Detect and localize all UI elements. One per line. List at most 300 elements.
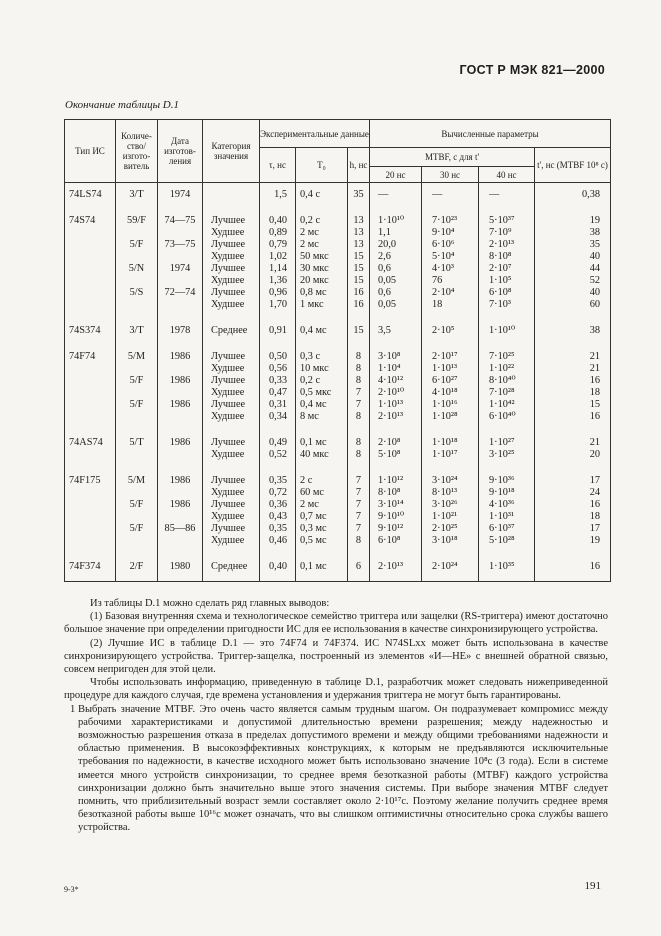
table-row [65, 287, 611, 299]
cell-tau: 0,49 [260, 431, 296, 449]
cell-qty: 5/F [116, 499, 158, 511]
cell-v40: 1·10⁴² [479, 399, 535, 411]
cell-v40: 7·10⁹ [479, 227, 535, 239]
col-header-calculated: Вычисленные параметры [370, 120, 611, 148]
cell-type: 74AS74 [65, 431, 116, 449]
cell-h: 15 [348, 251, 370, 263]
cell-v20: 2·10¹⁰ [370, 387, 422, 399]
cell-v30: 1·10¹⁶ [422, 399, 479, 411]
cell-date: 85—86 [158, 523, 203, 535]
cell-r: 15 [535, 399, 611, 411]
cell-cat: Лучшее [203, 287, 260, 299]
col-header-qty: Количество/ изготовитель [116, 120, 158, 183]
cell-qty: 5/S [116, 287, 158, 299]
cell-r: 21 [535, 363, 611, 375]
cell-v30: — [422, 183, 479, 210]
cell-tau: 1,14 [260, 263, 296, 275]
cell-h: 16 [348, 287, 370, 299]
cell-tau: 0,46 [260, 535, 296, 555]
cell-v20: 0,6 [370, 287, 422, 299]
cell-v40: 9·10¹⁸ [479, 487, 535, 499]
cell-v30: 2·10¹⁷ [422, 345, 479, 363]
cell-v20: 2·10¹³ [370, 555, 422, 582]
cell-v20: 4·10¹² [370, 375, 422, 387]
cell-v40: 7·10²⁸ [479, 387, 535, 399]
cell-to: 60 мс [296, 487, 348, 499]
cell-v40: 3·10²⁵ [479, 449, 535, 469]
cell-date [158, 275, 203, 287]
cell-v40: 6·10⁴⁰ [479, 411, 535, 431]
cell-type [65, 299, 116, 319]
table-d1 [64, 119, 611, 582]
cell-r: 17 [535, 523, 611, 535]
cell-to: 0,2 с [296, 375, 348, 387]
cell-cat: Лучшее [203, 263, 260, 275]
cell-v30: 5·10⁴ [422, 251, 479, 263]
cell-qty: 5/N [116, 263, 158, 275]
cell-r: 16 [535, 375, 611, 387]
col-header-tau: τ, нс [260, 148, 296, 183]
cell-qty [116, 363, 158, 375]
cell-cat: Лучшее [203, 469, 260, 487]
cell-type: 74S374 [65, 319, 116, 345]
cell-date [158, 387, 203, 399]
cell-v20: 0,05 [370, 299, 422, 319]
table-row [65, 449, 611, 469]
cell-r: 16 [535, 555, 611, 582]
cell-qty: 59/F [116, 209, 158, 227]
cell-tau: 0,47 [260, 387, 296, 399]
step-text: Выбрать значение MTBF. Это очень часто является самым трудным шагом. Он подразумевает компромисс между рабочими характеристиками и допустимой длительностью времени разрешения; между надежностью и возможностью разрешения отказа в пределах допустимого времени и между общими требованиями надежности и областью применения. В высокоэффективных конструкциях, к которым не предъявляются исключительные требования по надежности, в качестве исходного может быть использовано значение 10⁸с (3 года). Если в системе имеется много устройств синхронизации, то среднее время безотказной работы (MTBF) каждого устройства синхронизации должно быть значительно выше этого значения системы. При выборе значения MTBF следует помнить, что приблизительный возраст земли составляет около 2·10¹⁷с. Поэтому желание получить среднее время безотказной работы выше 10¹⁶с может означать, что вы слишком оптимистичны относительно срока службы вашего устройства. [78, 703, 608, 834]
cell-r: 35 [535, 239, 611, 251]
cell-v30: 6·10⁶ [422, 239, 479, 251]
paragraph-intro: Из таблицы D.1 можно сделать ряд главных выводов: [90, 598, 330, 609]
cell-type [65, 227, 116, 239]
cell-v20: — [370, 183, 422, 210]
table-row [65, 387, 611, 399]
cell-r: 19 [535, 209, 611, 227]
cell-type [65, 449, 116, 469]
cell-cat: Худшее [203, 449, 260, 469]
cell-tau: 0,79 [260, 239, 296, 251]
cell-v40: — [479, 183, 535, 210]
cell-v40: 7·10³ [479, 299, 535, 319]
cell-qty [116, 487, 158, 499]
cell-to: 2 мс [296, 227, 348, 239]
cell-v20: 3,5 [370, 319, 422, 345]
table-row [65, 555, 611, 582]
cell-v30: 3·10²⁴ [422, 469, 479, 487]
body-text [64, 597, 608, 835]
table-row [65, 523, 611, 535]
cell-date [158, 299, 203, 319]
table-row [65, 411, 611, 431]
cell-to: 20 мкс [296, 275, 348, 287]
cell-cat: Лучшее [203, 375, 260, 387]
cell-date [158, 363, 203, 375]
cell-v30: 1·10²⁸ [422, 411, 479, 431]
cell-to: 2 мс [296, 239, 348, 251]
cell-to: 10 мкс [296, 363, 348, 375]
cell-r: 38 [535, 319, 611, 345]
cell-tau: 0,50 [260, 345, 296, 363]
cell-to: 0,3 с [296, 345, 348, 363]
cell-qty: 5/F [116, 523, 158, 535]
cell-v40: 9·10³⁶ [479, 469, 535, 487]
cell-tau: 0,36 [260, 499, 296, 511]
cell-date [158, 227, 203, 239]
cell-tau: 0,33 [260, 375, 296, 387]
cell-qty [116, 251, 158, 263]
cell-tau: 0,96 [260, 287, 296, 299]
table-row [65, 345, 611, 363]
table-caption: Окончание таблицы D.1 [65, 99, 179, 111]
cell-v40: 6·10³⁷ [479, 523, 535, 535]
cell-h: 7 [348, 399, 370, 411]
cell-date [158, 251, 203, 263]
cell-v40: 2·10⁷ [479, 263, 535, 275]
table-row [65, 263, 611, 275]
cell-v30: 2·10²⁴ [422, 555, 479, 582]
cell-h: 13 [348, 239, 370, 251]
cell-type [65, 523, 116, 535]
cell-type [65, 375, 116, 387]
table-row [65, 499, 611, 511]
cell-tau: 0,56 [260, 363, 296, 375]
cell-h: 8 [348, 431, 370, 449]
cell-type [65, 263, 116, 275]
cell-cat: Худшее [203, 411, 260, 431]
cell-to: 0,3 мс [296, 523, 348, 535]
cell-tau: 0,35 [260, 523, 296, 535]
cell-v30: 2·10⁵ [422, 319, 479, 345]
cell-date [158, 511, 203, 523]
cell-v40: 1·10²⁷ [479, 431, 535, 449]
col-header-t-prime: t', нс (MTBF 10⁸ с) [535, 148, 611, 183]
cell-tau: 0,40 [260, 209, 296, 227]
cell-type: 74LS74 [65, 183, 116, 210]
cell-h: 8 [348, 345, 370, 363]
cell-qty [116, 449, 158, 469]
cell-v30: 3·10¹⁸ [422, 535, 479, 555]
cell-r: 17 [535, 469, 611, 487]
cell-v40: 8·10⁴⁰ [479, 375, 535, 387]
cell-v20: 2·10¹³ [370, 411, 422, 431]
cell-qty: 5/T [116, 431, 158, 449]
cell-type: 74S74 [65, 209, 116, 227]
cell-v30: 7·10²³ [422, 209, 479, 227]
cell-h: 7 [348, 387, 370, 399]
cell-h: 13 [348, 209, 370, 227]
cell-type [65, 487, 116, 499]
cell-cat: Лучшее [203, 431, 260, 449]
cell-date: 72—74 [158, 287, 203, 299]
cell-to: 0,4 мс [296, 319, 348, 345]
cell-r: 20 [535, 449, 611, 469]
cell-cat: Среднее [203, 319, 260, 345]
cell-v30: 9·10⁴ [422, 227, 479, 239]
cell-v30: 4·10¹⁸ [422, 387, 479, 399]
cell-v20: 20,0 [370, 239, 422, 251]
cell-r: 38 [535, 227, 611, 239]
cell-tau: 0,31 [260, 399, 296, 411]
col-header-experimental: Экспериментальные данные [260, 120, 370, 148]
cell-h: 7 [348, 511, 370, 523]
cell-r: 21 [535, 431, 611, 449]
cell-r: 0,38 [535, 183, 611, 210]
cell-r: 44 [535, 263, 611, 275]
col-header-20ns: 20 нс [370, 167, 422, 183]
cell-tau: 1,36 [260, 275, 296, 287]
cell-v40: 5·10²⁸ [479, 535, 535, 555]
cell-date: 1974 [158, 183, 203, 210]
cell-v20: 1·10¹³ [370, 399, 422, 411]
table-row [65, 251, 611, 263]
cell-qty: 5/F [116, 375, 158, 387]
table-row [65, 487, 611, 499]
cell-date: 1986 [158, 375, 203, 387]
table-row [65, 535, 611, 555]
cell-to: 2 с [296, 469, 348, 487]
cell-date: 1986 [158, 345, 203, 363]
cell-to: 0,5 мс [296, 535, 348, 555]
cell-cat: Среднее [203, 555, 260, 582]
cell-v30: 1·10¹⁸ [422, 431, 479, 449]
cell-tau: 0,35 [260, 469, 296, 487]
cell-v20: 5·10⁸ [370, 449, 422, 469]
cell-type [65, 251, 116, 263]
cell-r: 24 [535, 487, 611, 499]
cell-to: 50 мкс [296, 251, 348, 263]
table-row [65, 299, 611, 319]
cell-date: 1978 [158, 319, 203, 345]
cell-cat [203, 183, 260, 210]
cell-r: 40 [535, 287, 611, 299]
cell-to: 0,2 с [296, 209, 348, 227]
cell-type [65, 511, 116, 523]
col-header-40ns: 40 нс [479, 167, 535, 183]
cell-v20: 1·10¹⁰ [370, 209, 422, 227]
cell-h: 7 [348, 523, 370, 535]
cell-date [158, 487, 203, 499]
cell-type [65, 363, 116, 375]
cell-cat: Худшее [203, 363, 260, 375]
cell-tau: 0,89 [260, 227, 296, 239]
procedure-step-1 [64, 703, 608, 835]
cell-v30: 3·10²⁶ [422, 499, 479, 511]
cell-v20: 3·10⁸ [370, 345, 422, 363]
cell-v30: 1·10²¹ [422, 511, 479, 523]
cell-tau: 0,40 [260, 555, 296, 582]
cell-cat: Худшее [203, 275, 260, 287]
cell-date: 1974 [158, 263, 203, 275]
cell-cat: Худшее [203, 511, 260, 523]
col-header-category: Категория значения [203, 120, 260, 183]
cell-date: 1986 [158, 469, 203, 487]
cell-r: 19 [535, 535, 611, 555]
cell-h: 15 [348, 319, 370, 345]
cell-v30: 1·10¹³ [422, 363, 479, 375]
table-row [65, 511, 611, 523]
cell-v20: 9·10¹⁰ [370, 511, 422, 523]
cell-cat: Лучшее [203, 523, 260, 535]
cell-type: 74F175 [65, 469, 116, 487]
cell-v40: 1·10¹⁰ [479, 319, 535, 345]
cell-to: 0,4 мс [296, 399, 348, 411]
cell-tau: 0,52 [260, 449, 296, 469]
cell-tau: 1,02 [260, 251, 296, 263]
table-row [65, 363, 611, 375]
table-body [65, 183, 611, 582]
cell-type [65, 239, 116, 251]
cell-cat: Лучшее [203, 239, 260, 251]
table-row [65, 183, 611, 210]
paragraph-conclusion-1: (1) Базовая внутренняя схема и технологическое семейство триггера или защелки (RS-триггера) имеют достаточно большое значение при определении пригодности ИС для ее использования в качестве синхронизирующего устройства. [64, 611, 608, 636]
cell-r: 16 [535, 499, 611, 511]
cell-v40: 8·10⁸ [479, 251, 535, 263]
cell-v40: 2·10¹³ [479, 239, 535, 251]
step-number: 1 [70, 703, 76, 715]
cell-h: 8 [348, 411, 370, 431]
cell-r: 21 [535, 345, 611, 363]
cell-qty: 5/M [116, 469, 158, 487]
cell-qty: 5/F [116, 239, 158, 251]
cell-date: 1986 [158, 499, 203, 511]
cell-v30: 8·10¹³ [422, 487, 479, 499]
cell-r: 16 [535, 411, 611, 431]
cell-to: 30 мкс [296, 263, 348, 275]
cell-cat: Худшее [203, 227, 260, 239]
cell-type [65, 387, 116, 399]
cell-date [158, 535, 203, 555]
cell-v20: 8·10⁸ [370, 487, 422, 499]
cell-to: 0,1 мс [296, 555, 348, 582]
col-header-t0: T₀ [296, 148, 348, 183]
cell-h: 7 [348, 469, 370, 487]
cell-h: 8 [348, 449, 370, 469]
cell-to: 0,1 мс [296, 431, 348, 449]
table-row [65, 469, 611, 487]
cell-v20: 0,05 [370, 275, 422, 287]
cell-qty [116, 535, 158, 555]
cell-h: 8 [348, 363, 370, 375]
cell-qty [116, 411, 158, 431]
cell-v40: 7·10²⁵ [479, 345, 535, 363]
paragraph-procedure: Чтобы использовать информацию, приведенную в таблице D.1, разработчик может следовать нижеприведенной процедуре для каждого случая, где времена установления и удержания триггера не могут быть гарантированы. [64, 677, 608, 702]
cell-v40: 4·10³⁶ [479, 499, 535, 511]
cell-h: 6 [348, 555, 370, 582]
cell-date: 73—75 [158, 239, 203, 251]
cell-qty: 3/T [116, 183, 158, 210]
cell-v40: 1·10²² [479, 363, 535, 375]
cell-tau: 0,34 [260, 411, 296, 431]
cell-type [65, 499, 116, 511]
cell-to: 0,7 мс [296, 511, 348, 523]
cell-v40: 1·10⁵ [479, 275, 535, 287]
col-header-date: Дата изготовления [158, 120, 203, 183]
cell-v20: 9·10¹² [370, 523, 422, 535]
col-header-h: h, нс [348, 148, 370, 183]
cell-to: 8 мс [296, 411, 348, 431]
cell-r: 60 [535, 299, 611, 319]
table-row [65, 227, 611, 239]
cell-cat: Лучшее [203, 345, 260, 363]
cell-type: 74F374 [65, 555, 116, 582]
cell-date: 74—75 [158, 209, 203, 227]
cell-tau: 1,70 [260, 299, 296, 319]
cell-cat: Худшее [203, 299, 260, 319]
cell-v30: 2·10⁴ [422, 287, 479, 299]
cell-v20: 2,6 [370, 251, 422, 263]
cell-tau: 0,43 [260, 511, 296, 523]
cell-v30: 1·10¹⁷ [422, 449, 479, 469]
page-number: 191 [584, 880, 601, 892]
paragraph-conclusion-2: (2) Лучшие ИС в таблице D.1 — это 74F74 и 74F374. ИС N74SLxx может быть использована в качестве синхронизирующего устройства. Триггер-защелка, построенный из элементов «И—НЕ» с внешней обратной связью, совсем непригоден для этой цели. [64, 637, 608, 676]
cell-h: 16 [348, 299, 370, 319]
cell-type [65, 399, 116, 411]
cell-v40: 6·10⁸ [479, 287, 535, 299]
cell-qty: 2/F [116, 555, 158, 582]
cell-date [158, 411, 203, 431]
cell-v30: 18 [422, 299, 479, 319]
cell-v20: 1·10⁴ [370, 363, 422, 375]
cell-qty [116, 227, 158, 239]
cell-h: 13 [348, 227, 370, 239]
cell-date: 1980 [158, 555, 203, 582]
col-header-mtbf: MTBF, с для t' [370, 148, 535, 167]
cell-cat: Худшее [203, 535, 260, 555]
cell-r: 18 [535, 387, 611, 399]
footer-signature: 9-3* [64, 885, 79, 894]
table-row [65, 431, 611, 449]
cell-h: 7 [348, 487, 370, 499]
cell-date: 1986 [158, 399, 203, 411]
table-row [65, 239, 611, 251]
cell-r: 40 [535, 251, 611, 263]
cell-qty: 5/F [116, 399, 158, 411]
cell-v40: 1·10³⁵ [479, 555, 535, 582]
cell-date: 1986 [158, 431, 203, 449]
cell-type [65, 287, 116, 299]
cell-cat: Лучшее [203, 499, 260, 511]
cell-v30: 2·10²⁵ [422, 523, 479, 535]
cell-type [65, 411, 116, 431]
cell-h: 8 [348, 535, 370, 555]
cell-v20: 1·10¹² [370, 469, 422, 487]
col-header-30ns: 30 нс [422, 167, 479, 183]
cell-v30: 6·10²⁷ [422, 375, 479, 387]
cell-type [65, 535, 116, 555]
cell-tau: 1,5 [260, 183, 296, 210]
cell-cat: Лучшее [203, 399, 260, 411]
cell-type: 74F74 [65, 345, 116, 363]
cell-v20: 0,6 [370, 263, 422, 275]
col-header-type: Тип ИС [65, 120, 116, 183]
cell-v20: 3·10¹⁴ [370, 499, 422, 511]
cell-h: 8 [348, 375, 370, 387]
cell-v20: 2·10⁸ [370, 431, 422, 449]
cell-cat: Худшее [203, 387, 260, 399]
table-row [65, 399, 611, 411]
cell-qty [116, 299, 158, 319]
cell-type [65, 275, 116, 287]
cell-to: 0,8 мс [296, 287, 348, 299]
cell-r: 18 [535, 511, 611, 523]
cell-qty [116, 275, 158, 287]
cell-to: 0,5 мкс [296, 387, 348, 399]
cell-date [158, 449, 203, 469]
cell-cat: Худшее [203, 487, 260, 499]
